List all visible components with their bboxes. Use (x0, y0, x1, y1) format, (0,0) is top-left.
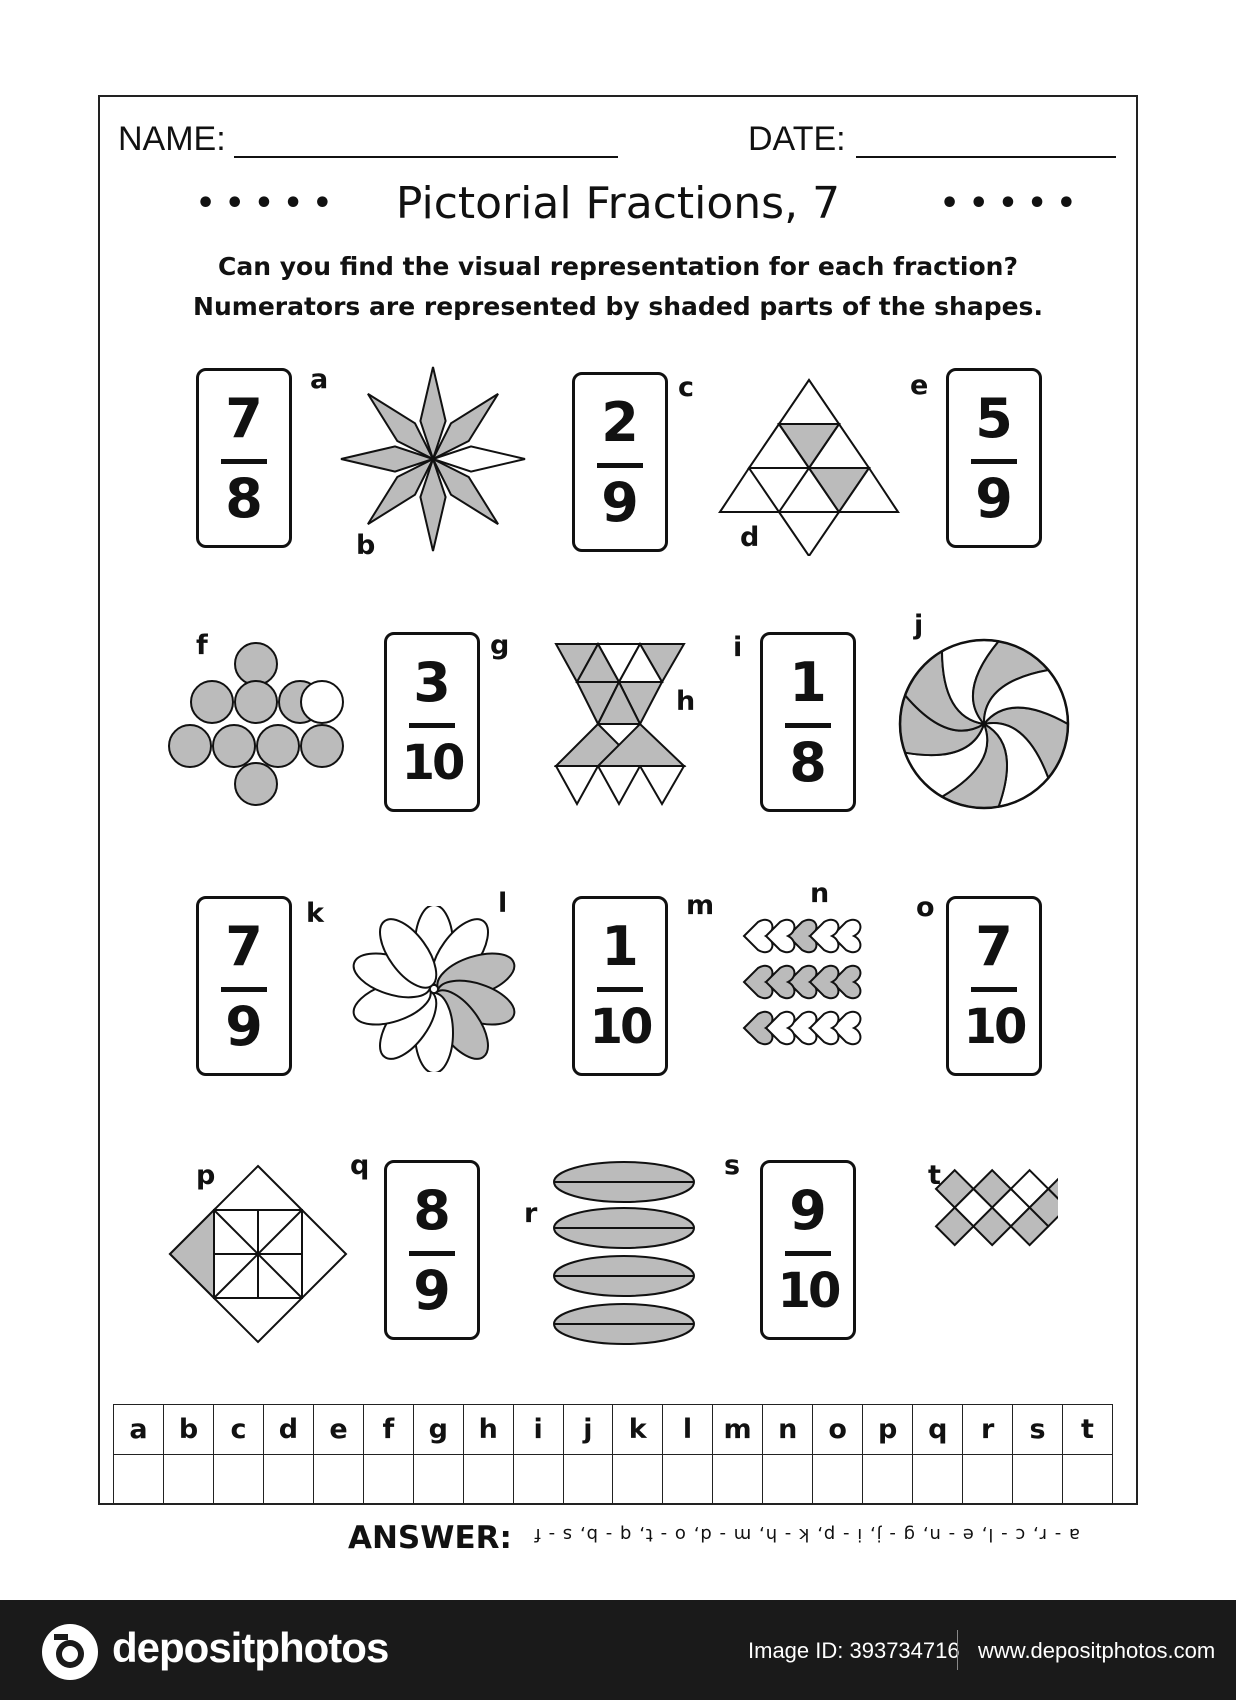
denominator: 9 (413, 1259, 451, 1322)
grid-letter-cell: q (913, 1405, 963, 1455)
grid-letter-cell: h (463, 1405, 513, 1455)
grid-answer-cell[interactable] (513, 1454, 563, 1504)
denominator: 9 (225, 995, 263, 1058)
fraction-card-o (946, 896, 1042, 1076)
name-label: NAME: (118, 120, 226, 158)
grid-answer-cell[interactable] (913, 1454, 963, 1504)
grid-letter-cell: m (712, 1405, 762, 1455)
fraction-card-s (760, 1160, 856, 1340)
fraction-bar (409, 1251, 455, 1256)
denominator: 9 (975, 467, 1013, 530)
diamond-shape-p (168, 1164, 348, 1344)
label-t: t (928, 1160, 941, 1191)
fraction-card-c (572, 372, 668, 552)
fraction-bar (785, 723, 831, 728)
numerator: 2 (601, 391, 639, 454)
grid-letter-cell: o (813, 1405, 863, 1455)
grid-answer-cell[interactable] (263, 1454, 313, 1504)
grid-letter-cell: j (563, 1405, 613, 1455)
circles-shape-f (164, 640, 348, 810)
fraction-card-m (572, 896, 668, 1076)
denominator: 10 (777, 1263, 839, 1319)
label-s: s (724, 1150, 741, 1181)
label-p: p (196, 1160, 216, 1191)
fraction-bar (597, 463, 643, 468)
grid-answer-cell[interactable] (413, 1454, 463, 1504)
instruction-line-2: Numerators are represented by shaded parts of the shapes. (193, 292, 1043, 321)
fraction-card-a (196, 368, 292, 548)
label-f: f (196, 630, 208, 661)
swirl-circle-shape-j (896, 636, 1072, 812)
site-url[interactable]: www.depositphotos.com (978, 1638, 1216, 1663)
numerator: 1 (601, 915, 639, 978)
label-h: h (676, 686, 696, 717)
fraction-card-g (384, 632, 480, 812)
triangle-shape-d (718, 376, 900, 556)
footer-divider (957, 1630, 958, 1670)
numerator: 8 (413, 1179, 451, 1242)
label-o: o (916, 892, 935, 923)
grid-letter-row (114, 1405, 1113, 1455)
hearts-shape-n (736, 916, 882, 1056)
fraction-bar (971, 987, 1017, 992)
grid-answer-cell[interactable] (863, 1454, 913, 1504)
numerator: 1 (789, 651, 827, 714)
denominator: 8 (789, 731, 827, 794)
grid-answer-cell[interactable] (1013, 1454, 1063, 1504)
grid-letter-cell: k (613, 1405, 663, 1455)
label-c: c (678, 372, 695, 403)
label-a: a (310, 364, 329, 395)
grid-answer-cell[interactable] (114, 1454, 164, 1504)
camera-logo-icon (40, 1622, 100, 1682)
label-q: q (350, 1150, 370, 1181)
dots-left: ••••• (196, 186, 342, 221)
brand-name: depositphotos (112, 1624, 389, 1671)
grid-answer-cell[interactable] (363, 1454, 413, 1504)
label-i: i (733, 632, 743, 663)
fraction-bar (971, 459, 1017, 464)
grid-answer-cell[interactable] (463, 1454, 513, 1504)
fraction-card-e (946, 368, 1042, 548)
numerator: 7 (225, 915, 263, 978)
answer-text-upside-down: a - r, c - l, e - n, g - j, i - p, k - h, m - d, o - t, q - b, s - f (533, 1524, 1080, 1545)
grid-answer-cell[interactable] (663, 1454, 713, 1504)
denominator: 9 (601, 471, 639, 534)
denominator: 10 (589, 999, 651, 1055)
flower-shape-l (346, 906, 522, 1072)
grid-answer-cell[interactable] (163, 1454, 213, 1504)
numerator: 7 (975, 915, 1013, 978)
grid-answer-cell[interactable] (1063, 1454, 1113, 1504)
ovals-shape-r (552, 1160, 696, 1348)
grid-letter-cell: g (413, 1405, 463, 1455)
date-label: DATE: (748, 120, 846, 158)
numerator: 5 (975, 387, 1013, 450)
label-r: r (524, 1198, 538, 1229)
label-d: d (740, 522, 760, 553)
fraction-bar (221, 987, 267, 992)
label-j: j (914, 610, 924, 641)
grid-blank-row (114, 1454, 1113, 1504)
fraction-card-i (760, 632, 856, 812)
page-title: Pictorial Fractions, 7 (395, 178, 841, 229)
denominator: 10 (401, 735, 463, 791)
grid-letter-cell: b (163, 1405, 213, 1455)
numerator: 3 (413, 651, 451, 714)
label-n: n (810, 878, 830, 909)
label-b: b (356, 530, 376, 561)
grid-answer-cell[interactable] (712, 1454, 762, 1504)
grid-answer-cell[interactable] (613, 1454, 663, 1504)
label-g: g (490, 630, 510, 661)
grid-letter-cell: e (313, 1405, 363, 1455)
grid-letter-cell: t (1063, 1405, 1113, 1455)
label-e: e (910, 370, 929, 401)
image-id: Image ID: 393734716 (748, 1638, 960, 1663)
fraction-card-q (384, 1160, 480, 1340)
denominator: 10 (963, 999, 1025, 1055)
label-k: k (306, 898, 324, 929)
label-l: l (498, 888, 508, 919)
instruction-line-1: Can you find the visual representation for each fraction? (218, 252, 1018, 281)
grid-answer-cell[interactable] (563, 1454, 613, 1504)
star-shape-b (336, 362, 530, 556)
numerator: 9 (789, 1179, 827, 1242)
grid-letter-cell: l (663, 1405, 713, 1455)
diamond-grid-shape-t (898, 1146, 1058, 1354)
grid-letter-cell: i (513, 1405, 563, 1455)
answer-label: ANSWER: (348, 1520, 512, 1556)
grid-letter-cell: f (363, 1405, 413, 1455)
grid-letter-cell: n (763, 1405, 813, 1455)
answer-grid (113, 1404, 1113, 1504)
grid-letter-cell: a (114, 1405, 164, 1455)
numerator: 7 (225, 387, 263, 450)
grid-answer-cell[interactable] (313, 1454, 363, 1504)
fraction-card-k (196, 896, 292, 1076)
grid-letter-cell: c (214, 1405, 264, 1455)
fraction-bar (785, 1251, 831, 1256)
fraction-bar (597, 987, 643, 992)
grid-answer-cell[interactable] (963, 1454, 1013, 1504)
dots-right: ••••• (940, 186, 1086, 221)
grid-letter-cell: s (1013, 1405, 1063, 1455)
fraction-bar (409, 723, 455, 728)
footer-bar (0, 1600, 1236, 1700)
grid-answer-cell[interactable] (214, 1454, 264, 1504)
denominator: 8 (225, 467, 263, 530)
grid-letter-cell: d (263, 1405, 313, 1455)
label-m: m (686, 890, 715, 921)
grid-letter-cell: p (863, 1405, 913, 1455)
triangle-tiles-shape-h (554, 642, 688, 806)
fraction-bar (221, 459, 267, 464)
name-line (234, 156, 618, 158)
date-line (856, 156, 1116, 158)
grid-answer-cell[interactable] (813, 1454, 863, 1504)
grid-letter-cell: r (963, 1405, 1013, 1455)
grid-answer-cell[interactable] (763, 1454, 813, 1504)
